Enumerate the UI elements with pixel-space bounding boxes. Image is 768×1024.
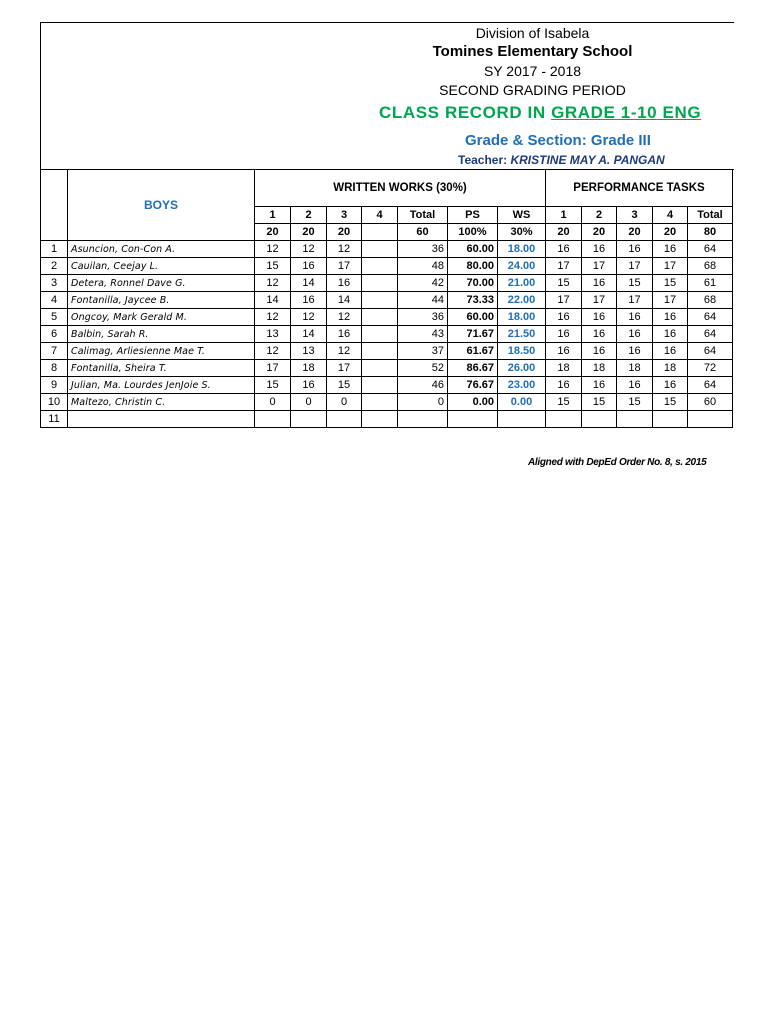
school-year: SY 2017 - 2018 xyxy=(483,63,582,79)
ww-score xyxy=(362,411,398,428)
ww-total: 36 xyxy=(398,241,448,258)
ww-score xyxy=(291,411,327,428)
pt-score: 16 xyxy=(653,326,688,343)
ws-score: 24.00 xyxy=(498,258,546,275)
pt-score: 16 xyxy=(546,343,582,360)
ww-column-1: 1 xyxy=(255,207,291,224)
ws-score: 0.00 xyxy=(498,394,546,411)
ww-total: 0 xyxy=(398,394,448,411)
pt-score: 16 xyxy=(617,326,653,343)
division-title: Division of Isabela xyxy=(475,25,590,41)
student-name: Balbin, Sarah R. xyxy=(68,326,255,343)
pt-score: 15 xyxy=(653,394,688,411)
student-name: Julian, Ma. Lourdes JenJoie S. xyxy=(68,377,255,394)
table-row xyxy=(41,411,733,428)
class-record-sheet xyxy=(40,22,734,468)
pt-column-2: 2 xyxy=(582,207,617,224)
pt-max-score: 20 xyxy=(546,224,582,241)
row-number: 11 xyxy=(41,411,68,428)
ww-score xyxy=(362,326,398,343)
pt-score: 16 xyxy=(653,309,688,326)
ww-max-score xyxy=(362,224,398,241)
pt-score: 16 xyxy=(617,377,653,394)
pt-score: 17 xyxy=(582,292,617,309)
ws-score: 23.00 xyxy=(498,377,546,394)
pt-score: 16 xyxy=(582,275,617,292)
table-row xyxy=(41,377,733,394)
ps-score: 0.00 xyxy=(448,394,498,411)
ww-max-score: 60 xyxy=(398,224,448,241)
pt-score xyxy=(546,411,582,428)
boys-header: BOYS xyxy=(68,170,255,241)
pt-score: 17 xyxy=(617,292,653,309)
pt-total: 64 xyxy=(688,343,733,360)
ww-score xyxy=(362,309,398,326)
row-number: 10 xyxy=(41,394,68,411)
pt-total: 64 xyxy=(688,326,733,343)
ww-score xyxy=(362,394,398,411)
ps-score: 73.33 xyxy=(448,292,498,309)
table-row xyxy=(41,275,733,292)
student-name: Cauilan, Ceejay L. xyxy=(68,258,255,275)
ps-score: 80.00 xyxy=(448,258,498,275)
ww-total: 46 xyxy=(398,377,448,394)
grading-period: SECOND GRADING PERIOD xyxy=(439,82,626,98)
ww-total: 43 xyxy=(398,326,448,343)
ww-score: 12 xyxy=(327,343,362,360)
pt-column-3: 3 xyxy=(617,207,653,224)
ps-score xyxy=(448,411,498,428)
pt-column-1: 1 xyxy=(546,207,582,224)
table-row xyxy=(41,343,733,360)
ww-column-5: Total xyxy=(398,207,448,224)
ws-score: 26.00 xyxy=(498,360,546,377)
deped-order-note: Aligned with DepEd Order No. 8, s. 2015 xyxy=(528,457,707,468)
ww-score: 18 xyxy=(291,360,327,377)
ww-total: 44 xyxy=(398,292,448,309)
pt-total: 64 xyxy=(688,241,733,258)
ww-score: 12 xyxy=(327,309,362,326)
table-row xyxy=(41,292,733,309)
pt-score: 16 xyxy=(546,326,582,343)
ww-score: 13 xyxy=(255,326,291,343)
row-number: 3 xyxy=(41,275,68,292)
row-number: 8 xyxy=(41,360,68,377)
pt-score: 17 xyxy=(546,292,582,309)
ww-score: 16 xyxy=(291,292,327,309)
pt-column-4: 4 xyxy=(653,207,688,224)
row-number: 2 xyxy=(41,258,68,275)
ps-score: 61.67 xyxy=(448,343,498,360)
ww-score xyxy=(255,411,291,428)
table-row xyxy=(41,360,733,377)
ps-score: 70.00 xyxy=(448,275,498,292)
student-name: Ongcoy, Mark Gerald M. xyxy=(68,309,255,326)
ww-score: 16 xyxy=(327,275,362,292)
ww-max-score: 20 xyxy=(255,224,291,241)
ww-total: 37 xyxy=(398,343,448,360)
ws-score: 18.00 xyxy=(498,241,546,258)
ww-score xyxy=(362,343,398,360)
pt-score: 16 xyxy=(653,377,688,394)
pt-score: 18 xyxy=(653,360,688,377)
table-row xyxy=(41,394,733,411)
pt-score: 16 xyxy=(582,309,617,326)
ww-max-score: 20 xyxy=(291,224,327,241)
pt-score: 16 xyxy=(582,377,617,394)
ww-total: 48 xyxy=(398,258,448,275)
ww-score: 12 xyxy=(255,309,291,326)
ww-max-score: 100% xyxy=(448,224,498,241)
pt-score: 16 xyxy=(546,309,582,326)
ww-score: 12 xyxy=(255,241,291,258)
pt-score: 18 xyxy=(582,360,617,377)
student-name: Detera, Ronnel Dave G. xyxy=(68,275,255,292)
pt-score: 17 xyxy=(546,258,582,275)
ww-score: 16 xyxy=(291,377,327,394)
pt-max-score: 20 xyxy=(653,224,688,241)
pt-score: 15 xyxy=(546,394,582,411)
pt-total: 68 xyxy=(688,258,733,275)
ww-score: 12 xyxy=(327,241,362,258)
pt-total: 64 xyxy=(688,309,733,326)
ww-score: 12 xyxy=(291,309,327,326)
ww-score: 17 xyxy=(327,258,362,275)
ww-score: 0 xyxy=(327,394,362,411)
ps-score: 86.67 xyxy=(448,360,498,377)
pt-score xyxy=(653,411,688,428)
ww-score xyxy=(362,275,398,292)
class-record-title xyxy=(379,103,701,123)
row-number-header xyxy=(41,170,68,241)
ww-score: 14 xyxy=(291,275,327,292)
ww-score: 14 xyxy=(327,292,362,309)
pt-score: 15 xyxy=(546,275,582,292)
student-name: Fontanilla, Jaycee B. xyxy=(68,292,255,309)
ws-score: 21.50 xyxy=(498,326,546,343)
ww-column-6: PS xyxy=(448,207,498,224)
ws-score: 18.00 xyxy=(498,309,546,326)
pt-score: 16 xyxy=(617,309,653,326)
pt-total: 61 xyxy=(688,275,733,292)
pt-total: 68 xyxy=(688,292,733,309)
row-number: 1 xyxy=(41,241,68,258)
ww-score xyxy=(362,241,398,258)
ps-score: 60.00 xyxy=(448,309,498,326)
pt-score: 17 xyxy=(653,258,688,275)
ww-total: 42 xyxy=(398,275,448,292)
ws-score: 18.50 xyxy=(498,343,546,360)
ww-score: 0 xyxy=(255,394,291,411)
pt-column-5: Total xyxy=(688,207,733,224)
pt-max-score: 20 xyxy=(617,224,653,241)
table-row xyxy=(41,309,733,326)
grades-table xyxy=(40,169,733,428)
class-record-prefix: CLASS RECORD IN xyxy=(379,103,552,122)
pt-total: 72 xyxy=(688,360,733,377)
ww-score: 15 xyxy=(255,377,291,394)
ww-score: 13 xyxy=(291,343,327,360)
pt-score: 18 xyxy=(546,360,582,377)
ww-score: 16 xyxy=(327,326,362,343)
grade-section: Grade & Section: Grade III xyxy=(465,132,651,149)
class-record-subject: GRADE 1-10 ENG xyxy=(551,103,702,122)
ww-total: 52 xyxy=(398,360,448,377)
row-number: 7 xyxy=(41,343,68,360)
row-number: 9 xyxy=(41,377,68,394)
pt-max-score: 20 xyxy=(582,224,617,241)
student-name: Fontanilla, Sheira T. xyxy=(68,360,255,377)
ps-score: 71.67 xyxy=(448,326,498,343)
pt-score xyxy=(582,411,617,428)
ww-total: 36 xyxy=(398,309,448,326)
ww-score xyxy=(362,377,398,394)
pt-score: 16 xyxy=(617,241,653,258)
ws-score: 21.00 xyxy=(498,275,546,292)
ww-score: 14 xyxy=(291,326,327,343)
teacher-line xyxy=(458,153,665,167)
pt-score: 16 xyxy=(582,241,617,258)
ww-column-3: 3 xyxy=(327,207,362,224)
ww-total xyxy=(398,411,448,428)
pt-score xyxy=(617,411,653,428)
school-title: Tomines Elementary School xyxy=(432,43,633,60)
teacher-label: Teacher: xyxy=(458,153,511,167)
ww-score: 17 xyxy=(327,360,362,377)
table-row xyxy=(41,241,733,258)
student-name xyxy=(68,411,255,428)
ww-score: 16 xyxy=(291,258,327,275)
pt-score: 15 xyxy=(617,394,653,411)
ww-score: 17 xyxy=(255,360,291,377)
ww-column-2: 2 xyxy=(291,207,327,224)
ww-score xyxy=(327,411,362,428)
pt-score: 16 xyxy=(582,343,617,360)
pt-total: 64 xyxy=(688,377,733,394)
student-name: Asuncion, Con-Con A. xyxy=(68,241,255,258)
pt-score: 15 xyxy=(617,275,653,292)
pt-total: 60 xyxy=(688,394,733,411)
ww-column-7: WS xyxy=(498,207,546,224)
ws-score: 22.00 xyxy=(498,292,546,309)
row-number: 4 xyxy=(41,292,68,309)
ww-column-4: 4 xyxy=(362,207,398,224)
ps-score: 60.00 xyxy=(448,241,498,258)
ww-score: 15 xyxy=(255,258,291,275)
ww-score: 12 xyxy=(291,241,327,258)
ww-max-score: 30% xyxy=(498,224,546,241)
ww-score xyxy=(362,360,398,377)
pt-total xyxy=(688,411,733,428)
pt-max-score: 80 xyxy=(688,224,733,241)
ww-score: 14 xyxy=(255,292,291,309)
group-header-row xyxy=(41,170,733,207)
student-name: Maltezo, Christin C. xyxy=(68,394,255,411)
pt-score: 17 xyxy=(653,292,688,309)
ww-score xyxy=(362,292,398,309)
student-name: Calimag, Arliesienne Mae T. xyxy=(68,343,255,360)
row-number: 5 xyxy=(41,309,68,326)
header-box xyxy=(40,22,734,170)
pt-score: 16 xyxy=(617,343,653,360)
teacher-name: KRISTINE MAY A. PANGAN xyxy=(510,153,665,167)
pt-score: 17 xyxy=(582,258,617,275)
pt-score: 16 xyxy=(653,343,688,360)
ww-score: 15 xyxy=(327,377,362,394)
pt-score: 16 xyxy=(546,241,582,258)
table-row xyxy=(41,258,733,275)
performance-tasks-header: PERFORMANCE TASKS xyxy=(546,170,733,207)
row-number: 6 xyxy=(41,326,68,343)
table-row xyxy=(41,326,733,343)
ww-max-score: 20 xyxy=(327,224,362,241)
pt-score: 15 xyxy=(582,394,617,411)
pt-score: 15 xyxy=(653,275,688,292)
pt-score: 16 xyxy=(582,326,617,343)
pt-score: 18 xyxy=(617,360,653,377)
ww-score: 12 xyxy=(255,343,291,360)
written-works-header: WRITTEN WORKS (30%) xyxy=(255,170,546,207)
pt-score: 17 xyxy=(617,258,653,275)
ww-score: 12 xyxy=(255,275,291,292)
ww-score xyxy=(362,258,398,275)
pt-score: 16 xyxy=(653,241,688,258)
pt-score: 16 xyxy=(546,377,582,394)
ps-score: 76.67 xyxy=(448,377,498,394)
ws-score xyxy=(498,411,546,428)
ww-score: 0 xyxy=(291,394,327,411)
